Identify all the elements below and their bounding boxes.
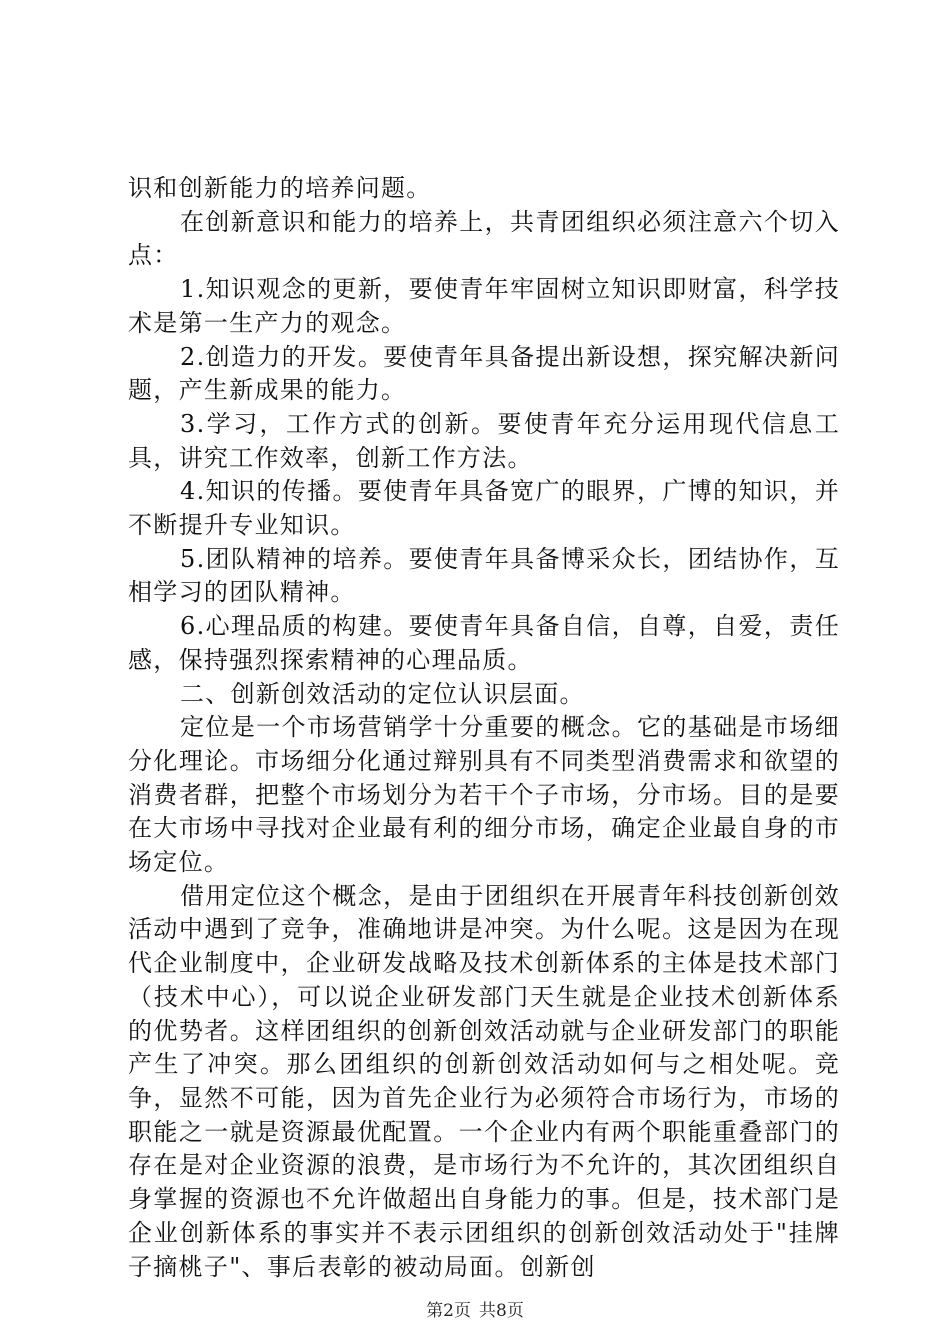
paragraph-continuation: 识和创新能力的培养问题。 [128, 174, 432, 202]
section-heading: 二、创新创效活动的定位认识层面。 [180, 679, 585, 708]
page-total: 共8页 [479, 1301, 524, 1321]
document-body [128, 172, 840, 1284]
paragraph-conflict: 借用定位这个概念，是由于团组织在开展青年科技创新创效活动中遇到了竞争，准确地讲是冲突。为什么呢。这是因为在现代企业制度中，企业研发战略及技术创新体系的主体是技术部门（技术中心），可以说企业研发部门天生就是企业技术创新体系的优势者。这样团组织的创新创效活动就与企业研发部门的职能产生了冲突。那么团组织的创新创效活动如何与之相处呢。竞争，显然不可能，因为首先企业行为必须符合市场行为，市场的职能之一就是资源最优配置。一个企业内有两个职能重叠部门的存在是对企业资源的浪费，是市场行为不允许的，其次团组织自身掌握的资源也不允许做超出自身能力的事。但是，技术部门是企业创新体系的事实并不表示团组织的创新创效活动处于"挂牌子摘桃子"、事后表彰的被动局面。创新创 [128, 881, 840, 1281]
list-item-3: 3.学习，工作方式的创新。要使青年充分运用现代信息工具，讲究工作效率，创新工作方法。 [128, 409, 840, 472]
paragraph-intro: 在创新意识和能力的培养上，共青团组织必须注意六个切入点： [128, 207, 840, 270]
list-item-2: 2.创造力的开发。要使青年具备提出新设想，探究解决新问题，产生新成果的能力。 [128, 342, 840, 405]
list-item-4: 4.知识的传播。要使青年具备宽广的眼界，广博的知识，并不断提升专业知识。 [128, 477, 840, 540]
list-item-6: 6.心理品质的构建。要使青年具备自信，自尊，自爱，责任感，保持强烈探索精神的心理品质。 [128, 612, 840, 674]
paragraph-positioning: 定位是一个市场营销学十分重要的概念。它的基础是市场细分化理论。市场细分化通过辩别具有不同类型消费需求和欲望的消费者群，把整个市场划分为若干个子市场，分市场。目的是要在大市场中寻找对企业最有利的细分市场，确定企业最自身的市场定位。 [128, 713, 840, 877]
page-footer [0, 1296, 950, 1321]
list-item-5: 5.团队精神的培养。要使青年具备博采众长，团结协作，互相学习的团队精神。 [128, 544, 840, 607]
list-item-1: 1.知识观念的更新，要使青年牢固树立知识即财富，科学技术是第一生产力的观念。 [128, 275, 840, 337]
page-number: 第2页 [426, 1301, 471, 1321]
